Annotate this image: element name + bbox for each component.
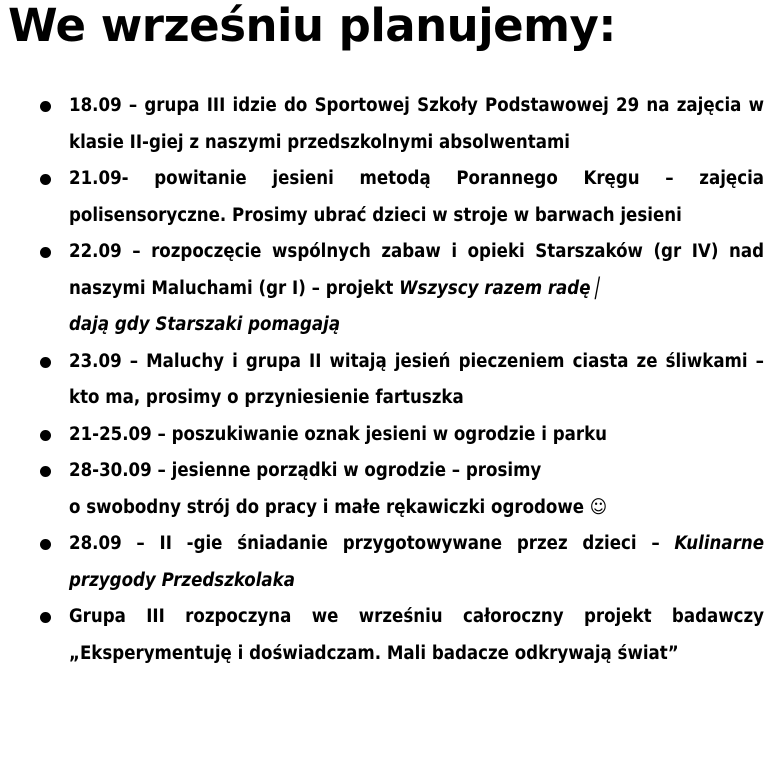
list-item [40,88,764,161]
list-item-text: 18.09 – grupa III idzie do Sportowej Szkoły Podstawowej 29 na zajęcia w klasie II-giej z naszymi przedszkolnymi absolwentami [69,95,764,153]
bullet-icon [40,612,51,623]
list-item-text: 21.09- powitanie jesieni metodą Porannego Kręgu – zajęcia polisensoryczne. Prosimy ubrać dzieci w stroje w barwach jesieni [69,168,764,226]
list-item [40,526,764,599]
bullet-icon [40,174,51,185]
list-item-text: 23.09 – Maluchy i grupa II witają jesień pieczeniem ciasta ze śliwkami – kto ma, prosimy o przyniesienie fartuszka [69,350,764,408]
plan-list [40,88,764,672]
bullet-icon [40,247,51,258]
page-title: We wrześniu planujemy: [8,0,616,52]
project-name: Wszyscy razem radę [399,277,591,299]
slash-mark: / [594,271,601,304]
list-item-text-continued: o swobodny strój do pracy i małe rękawiczki ogrodowe ☺ [69,496,608,518]
list-item-text: 28-30.09 – jesienne porządki w ogrodzie – prosimy [69,460,542,481]
list-item-text: 22.09 – rozpoczęcie wspólnych zabaw i opieki Starszaków (gr IV) nad naszymi Maluchami (gr I) – projekt [69,241,764,299]
bullet-icon [40,539,51,550]
bullet-icon [40,101,51,112]
list-item-text: 28.09 – II -gie śniadanie przygotowywane przez dzieci – [69,533,675,554]
bullet-icon [40,466,51,477]
bullet-icon [40,430,51,441]
list-item [40,453,764,526]
project-name-continued: dają gdy Starszaki pomagają [69,314,341,335]
list-item [40,234,764,344]
bullet-icon [40,357,51,368]
list-item [40,344,764,417]
list-item [40,417,764,454]
project-name: Kulinarne przygody Przedszkolaka [69,533,764,591]
list-item [40,599,764,672]
list-item-text: Grupa III rozpoczyna we wrześniu całoroczny projekt badawczy „Eksperymentuję i doświadczam. Mali badacze odkrywają świat” [69,606,764,664]
list-item-text: 21-25.09 – poszukiwanie oznak jesieni w ogrodzie i parku [69,423,608,445]
list-item [40,161,764,234]
